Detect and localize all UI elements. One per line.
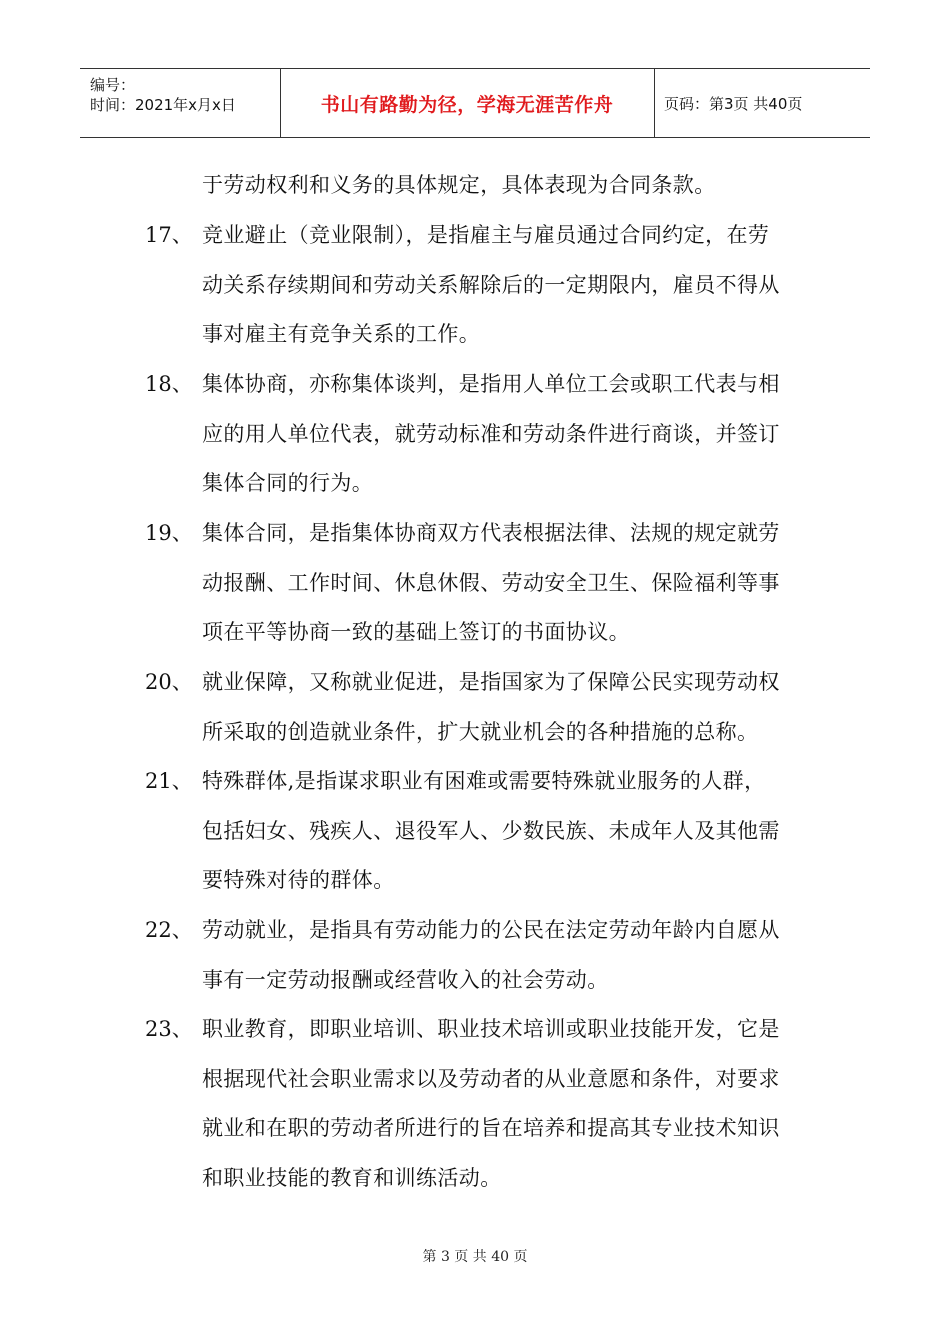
body-line: 集体合同，是指集体协商双方代表根据法律、法规的规定就劳	[202, 521, 780, 545]
item-number: 17、	[145, 223, 193, 247]
serial-label: 编号：	[90, 76, 136, 94]
item-number: 22、	[145, 918, 193, 942]
date-label: 时间：2021年x月x日	[90, 96, 236, 114]
body-line: 应的用人单位代表，就劳动标准和劳动条件进行商谈，并签订	[202, 422, 780, 446]
body-line: 集体协商，亦称集体谈判，是指用人单位工会或职工代表与相	[202, 372, 780, 396]
body-line: 动报酬、工作时间、休息休假、劳动安全卫生、保险福利等事	[202, 571, 780, 595]
document-header	[80, 68, 870, 138]
body-line: 于劳动权利和义务的具体规定，具体表现为合同条款。	[202, 173, 716, 197]
item-number: 21、	[145, 769, 193, 793]
body-line: 职业教育，即职业培训、职业技术培训或职业技能开发，它是	[202, 1017, 780, 1041]
header-page-info: 页码：第3页 共40页	[664, 94, 803, 113]
body-line: 和职业技能的教育和训练活动。	[202, 1166, 502, 1190]
header-divider	[654, 69, 655, 137]
body-line: 要特殊对待的群体。	[202, 868, 395, 892]
body-line: 事有一定劳动报酬或经营收入的社会劳动。	[202, 968, 609, 992]
body-line: 竞业避止（竞业限制），是指雇主与雇员通过合同约定，在劳	[202, 223, 770, 247]
body-line: 就业和在职的劳动者所进行的旨在培养和提高其专业技术知识	[202, 1116, 780, 1140]
header-meta	[90, 75, 236, 115]
page-footer: 第 3 页 共 40 页	[422, 1249, 528, 1265]
item-number: 19、	[145, 521, 193, 545]
header-motto: 书山有路勤为径，学海无涯苦作舟	[320, 93, 614, 116]
body-line: 事对雇主有竞争关系的工作。	[202, 322, 481, 346]
body-line: 就业保障，又称就业促进，是指国家为了保障公民实现劳动权	[202, 670, 780, 694]
body-line: 动关系存续期间和劳动关系解除后的一定期限内，雇员不得从	[202, 273, 780, 297]
body-line: 根据现代社会职业需求以及劳动者的从业意愿和条件，对要求	[202, 1067, 780, 1091]
body-line: 劳动就业，是指具有劳动能力的公民在法定劳动年龄内自愿从	[202, 918, 780, 942]
item-number: 23、	[145, 1017, 193, 1041]
body-line: 所采取的创造就业条件，扩大就业机会的各种措施的总称。	[202, 720, 759, 744]
body-line: 集体合同的行为。	[202, 471, 374, 495]
item-number: 18、	[145, 372, 193, 396]
body-line: 包括妇女、残疾人、退役军人、少数民族、未成年人及其他需	[202, 819, 780, 843]
body-line: 项在平等协商一致的基础上签订的书面协议。	[202, 620, 630, 644]
body-line: 特殊群体,是指谋求职业有困难或需要特殊就业服务的人群，	[202, 769, 766, 793]
item-number: 20、	[145, 670, 193, 694]
